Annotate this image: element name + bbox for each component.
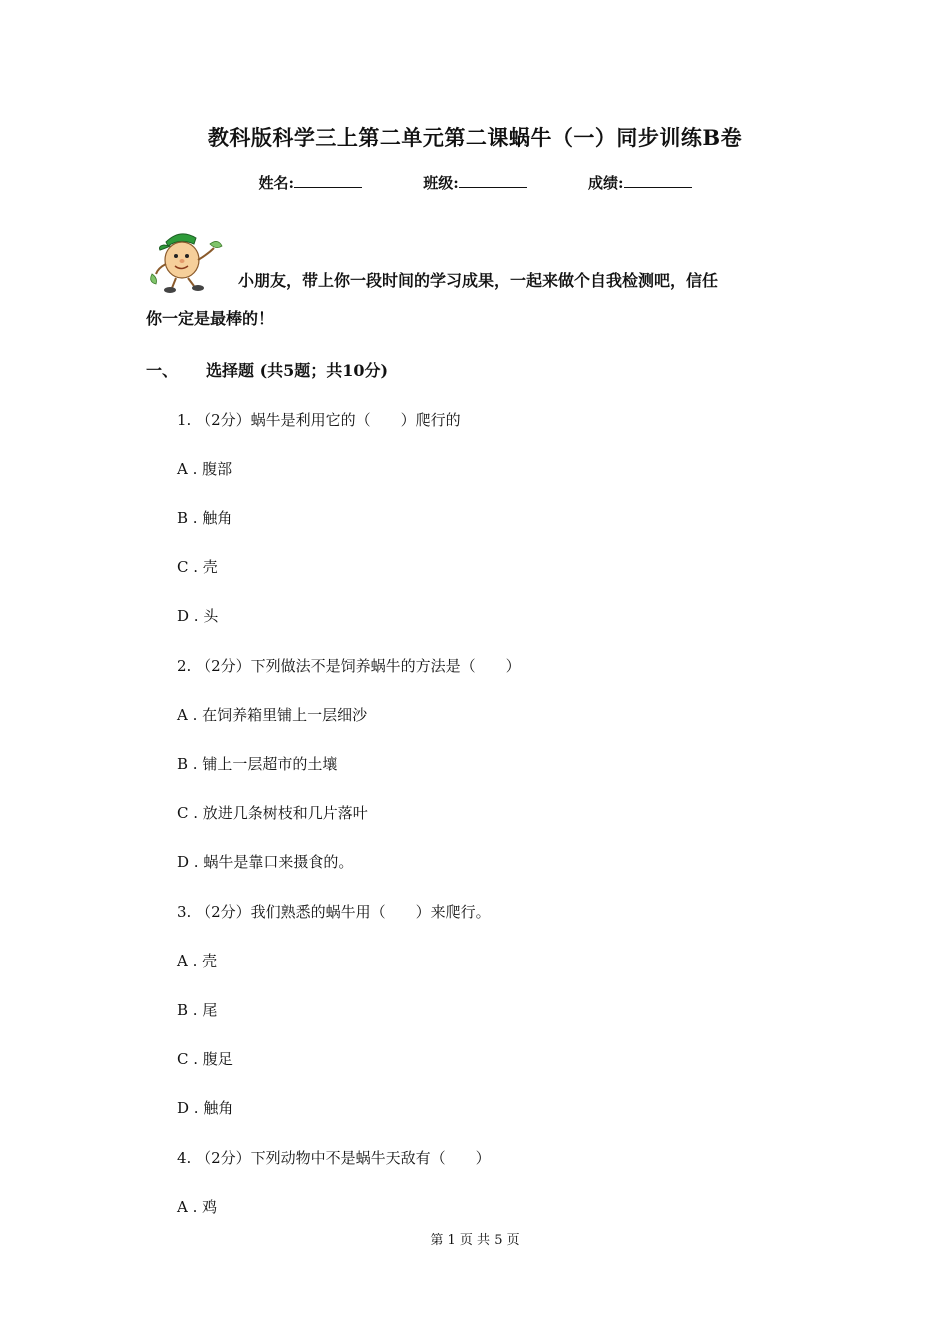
option-3a: A . 壳: [177, 952, 218, 970]
option-1c: C . 壳: [177, 558, 218, 576]
name-blank: [294, 173, 362, 188]
question-2: 2. （2分）下列做法不是饲养蜗牛的方法是（ ）: [177, 657, 521, 675]
option-2a: A . 在饲养箱里铺上一层细沙: [177, 706, 368, 724]
name-label: 姓名:: [258, 174, 294, 192]
option-2d: D . 蜗牛是靠口来摄食的。: [177, 853, 354, 871]
mascot-icon: [146, 228, 228, 296]
question-1: 1. （2分）蜗牛是利用它的（ ）爬行的: [177, 411, 461, 429]
score-label: 成绩:: [588, 174, 624, 192]
page-footer: 第 1 页 共 5 页: [430, 1233, 520, 1248]
intro-line-1: 小朋友，带上你一段时间的学习成果，一起来做个自我检测吧，信任: [238, 271, 719, 290]
score-blank: [624, 173, 692, 188]
class-field: [423, 172, 527, 193]
section-number: 一、: [146, 361, 179, 380]
option-3b: B . 尾: [177, 1001, 218, 1019]
question-4: 4. （2分）下列动物中不是蜗牛天敌有（ ）: [177, 1149, 491, 1167]
student-info-row: [0, 172, 950, 193]
option-1b: B . 触角: [177, 509, 233, 527]
score-field: [588, 172, 692, 193]
option-3c: C . 腹足: [177, 1050, 233, 1068]
class-blank: [459, 173, 527, 188]
option-2c: C . 放进几条树枝和几片落叶: [177, 804, 368, 822]
intro-line-2: 你一定是最棒的！: [146, 309, 275, 328]
section-title: 选择题 (共5题；共10分): [206, 361, 389, 380]
class-label: 班级:: [423, 174, 459, 192]
document-title: 教科版科学三上第二单元第二课蜗牛（一）同步训练B卷: [207, 125, 743, 150]
option-4a: A . 鸡: [177, 1198, 218, 1216]
question-3: 3. （2分）我们熟悉的蜗牛用（ ）来爬行。: [177, 903, 491, 921]
name-field: [258, 172, 362, 193]
section-heading: [146, 358, 388, 381]
option-1a: A . 腹部: [177, 460, 233, 478]
option-2b: B . 铺上一层超市的土壤: [177, 755, 338, 773]
option-3d: D . 触角: [177, 1099, 234, 1117]
option-1d: D . 头: [177, 607, 219, 625]
